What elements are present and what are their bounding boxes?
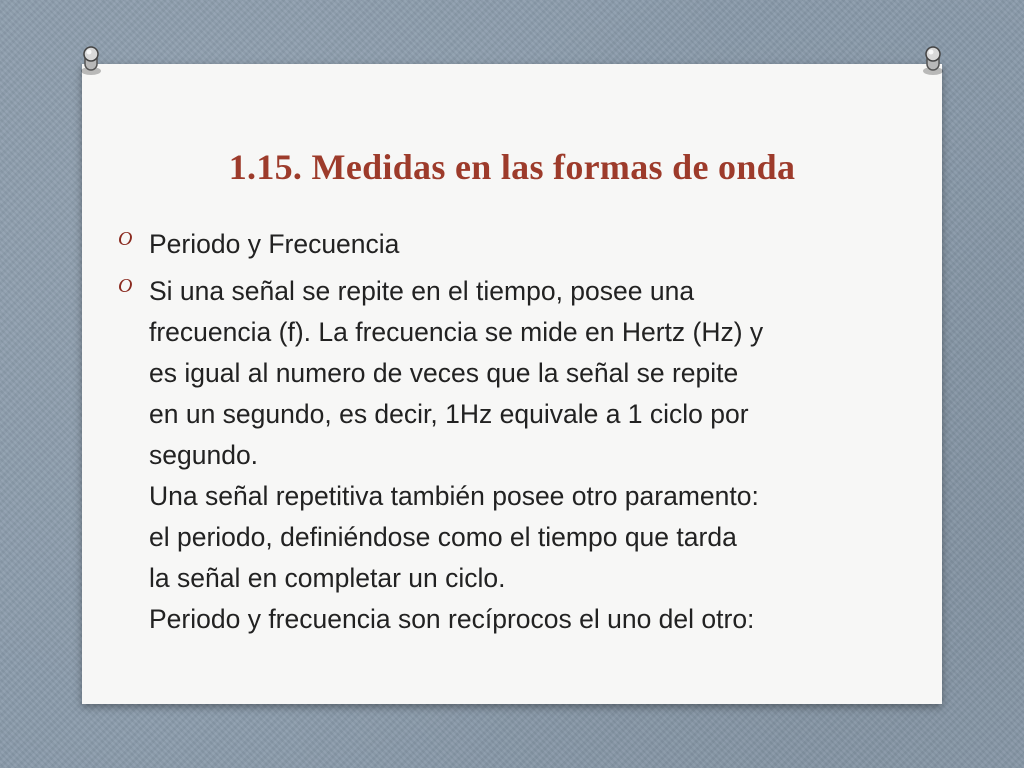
bullet-marker-icon: O [118, 228, 133, 250]
bullet-marker-icon: O [118, 275, 133, 297]
bullet-line: es igual al numero de veces que la señal se repite [149, 358, 739, 388]
bullet-text [149, 224, 918, 265]
bullet-line: en un segundo, es decir, 1Hz equivale a 1 ciclo por [149, 399, 749, 429]
bullet-text [149, 271, 918, 640]
bullet-line: Si una señal se repite en el tiempo, posee una [149, 276, 695, 306]
bullet-line: Periodo y frecuencia son recíprocos el uno del otro: [149, 604, 755, 634]
pushpin-icon [74, 44, 108, 78]
slide-title: 1.15. Medidas en las formas de onda [228, 147, 796, 187]
bullet-line: Una señal repetitiva también posee otro paramento: [149, 481, 759, 511]
bullet-item [118, 271, 918, 640]
bullet-item [118, 224, 918, 265]
bullet-line: Periodo y Frecuencia [149, 229, 400, 259]
bullet-line: el periodo, definiéndose como el tiempo que tarda [149, 522, 737, 552]
pushpin-icon [916, 44, 950, 78]
bullet-line: la señal en completar un ciclo. [149, 563, 506, 593]
bullet-list [118, 224, 918, 646]
bullet-line: frecuencia (f). La frecuencia se mide en Hertz (Hz) y [149, 317, 764, 347]
bullet-line: segundo. [149, 440, 259, 470]
